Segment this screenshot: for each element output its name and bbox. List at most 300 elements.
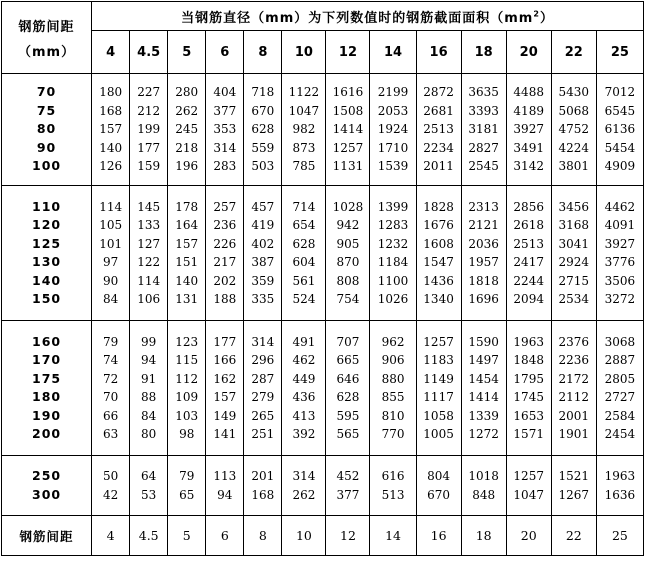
area-value: 4752 [558,122,590,137]
area-value: 2715 [558,273,590,288]
area-value: 79 [103,334,119,349]
area-value: 2513 [513,236,544,251]
area-value: 3272 [604,292,636,306]
area-value: 1696 [468,292,499,306]
area-value: 245 [175,122,199,137]
area-value: 3927 [604,236,636,251]
area-value: 115 [175,353,199,367]
area-value: 646 [336,371,360,386]
area-value: 770 [381,427,405,441]
area-value: 2172 [558,371,590,386]
area-value: 2872 [423,85,454,100]
spacing-value: 190 [32,407,62,423]
diameter-header-cell: 16 [416,31,461,74]
area-value: 1026 [377,292,409,306]
area-value: 199 [137,122,161,137]
area-cell [92,456,130,516]
area-value: 94 [141,353,157,367]
area-value: 157 [175,236,199,251]
spacing-value: 125 [32,235,62,251]
area-cell [506,456,551,516]
area-cell [130,321,168,456]
area-value: 126 [99,159,123,174]
table-title-main: 当钢筋直径（mm）为下列数值时的钢筋截面面积（mm [181,10,534,26]
area-value: 962 [381,334,405,349]
area-cell [416,456,461,516]
area-value: 262 [292,487,316,502]
area-value: 236 [213,218,237,232]
area-value: 513 [381,487,405,502]
area-value: 1828 [423,199,454,214]
diameter-header-cell: 10 [282,31,326,74]
area-value: 616 [381,469,405,483]
area-value: 855 [381,390,405,404]
area-value: 810 [381,408,405,423]
area-value: 880 [381,371,405,386]
area-value: 314 [213,140,237,155]
area-cell [596,321,643,456]
footer-diameter-cell: 20 [506,516,551,556]
area-value: 188 [213,292,237,306]
area-value: 1590 [468,334,499,349]
area-value: 296 [251,353,275,367]
spacing-value: 90 [36,139,57,155]
area-value: 2234 [423,140,454,155]
area-value: 628 [251,122,275,137]
table-body [2,74,644,516]
spacing-group-cell [2,456,92,516]
area-value: 177 [213,334,237,349]
table-title-end: ） [539,10,554,26]
footer-diameter-cell: 16 [416,516,461,556]
area-value: 314 [251,334,275,349]
area-value: 79 [179,469,195,483]
area-value: 4488 [513,85,544,100]
footer-diameter-cell: 10 [282,516,326,556]
area-value: 265 [251,408,275,423]
area-value: 1257 [332,140,364,155]
area-cell [92,74,130,186]
area-value: 1957 [468,255,499,269]
area-value: 1257 [513,469,544,483]
area-value: 1272 [468,427,499,441]
area-value: 4091 [604,218,636,232]
area-value: 1122 [288,85,320,100]
area-value: 3068 [604,334,636,349]
area-cell [551,456,596,516]
footer-diameter-cell: 4 [92,516,130,556]
area-value: 3181 [468,122,499,137]
area-value: 196 [175,159,199,174]
area-cell [461,74,506,186]
area-cell [206,321,244,456]
area-cell [244,186,282,321]
area-value: 159 [137,159,161,174]
area-value: 942 [336,218,360,232]
table-row [2,456,644,516]
area-value: 1183 [423,353,454,367]
diameter-header-cell: 12 [326,31,370,74]
area-cell [416,186,461,321]
area-value: 157 [99,122,123,137]
area-value: 157 [213,390,237,404]
corner-header-line2: （mm） [18,44,76,60]
area-cell [206,186,244,321]
footer-label: 钢筋间距 [2,516,92,556]
area-cell [244,456,282,516]
spacing-value: 300 [32,486,62,502]
area-value: 1005 [423,427,454,441]
area-value: 870 [336,255,360,269]
area-value: 2376 [558,334,590,349]
area-value: 66 [103,408,119,423]
area-value: 335 [251,292,275,306]
table-row [2,74,644,186]
area-value: 1539 [377,159,409,174]
area-value: 1616 [332,85,364,100]
area-value: 2036 [468,236,499,251]
area-value: 1131 [332,159,364,174]
rebar-area-table [1,1,644,556]
area-value: 1454 [468,371,499,386]
footer-row [2,516,644,556]
area-value: 1339 [468,408,499,423]
area-value: 113 [213,469,237,483]
area-value: 1414 [332,122,364,137]
footer-diameter-cell: 8 [244,516,282,556]
area-cell [461,456,506,516]
footer-diameter-cell: 12 [326,516,370,556]
area-value: 2618 [513,218,544,232]
area-value: 162 [213,371,237,386]
area-value: 2545 [468,159,499,174]
area-cell [551,321,596,456]
area-cell [326,456,370,516]
area-value: 123 [175,334,199,349]
spacing-value: 80 [36,121,57,137]
spacing-value: 100 [32,158,62,174]
area-value: 227 [137,85,161,100]
area-value: 201 [251,469,275,483]
area-value: 665 [336,353,360,367]
area-value: 80 [141,427,157,441]
area-value: 1653 [513,408,544,423]
spacing-value: 160 [32,333,62,349]
area-value: 65 [179,487,195,502]
area-value: 2681 [423,103,454,118]
area-value: 1436 [423,273,454,288]
area-value: 462 [292,353,316,367]
area-value: 1149 [423,371,454,386]
area-value: 1283 [377,218,409,232]
spacing-value: 110 [32,198,62,214]
diameter-header-cell: 14 [370,31,416,74]
area-value: 1100 [377,273,409,288]
area-value: 94 [217,487,233,502]
area-value: 164 [175,218,199,232]
area-value: 151 [175,255,199,269]
area-value: 91 [141,371,157,386]
area-value: 50 [103,469,119,483]
area-value: 279 [251,390,275,404]
area-value: 1047 [288,103,320,118]
area-value: 2727 [604,390,636,404]
area-value: 1710 [377,140,409,155]
area-cell [370,321,416,456]
area-cell [282,456,326,516]
area-value: 4189 [513,103,544,118]
area-cell [326,186,370,321]
area-value: 436 [292,390,316,404]
area-value: 873 [292,140,316,155]
footer-diameter-cell: 22 [551,516,596,556]
area-value: 64 [141,469,157,483]
area-value: 565 [336,427,360,441]
area-cell [370,74,416,186]
area-value: 785 [292,159,316,174]
area-value: 1963 [604,469,636,483]
diameter-header-cell: 6 [206,31,244,74]
area-value: 377 [336,487,360,502]
area-value: 1399 [377,199,409,214]
area-value: 2112 [558,390,590,404]
area-value: 714 [292,199,316,214]
area-value: 6136 [604,122,636,137]
area-value: 251 [251,427,275,441]
area-value: 88 [141,390,157,404]
table-title [92,2,644,31]
area-value: 5430 [558,85,590,100]
area-value: 628 [336,390,360,404]
spacing-value: 140 [32,272,62,288]
area-value: 1676 [423,218,454,232]
area-value: 140 [175,273,199,288]
area-value: 524 [292,292,316,306]
footer-diameter-cell: 25 [596,516,643,556]
area-value: 1047 [513,487,544,502]
area-value: 982 [292,122,316,137]
area-cell [282,74,326,186]
area-value: 1795 [513,371,544,386]
area-value: 42 [103,487,119,502]
area-value: 105 [99,218,123,232]
area-value: 491 [292,334,316,349]
footer-diameter-cell: 4.5 [130,516,168,556]
area-cell [596,74,643,186]
area-value: 906 [381,353,405,367]
area-value: 1608 [423,236,454,251]
area-value: 654 [292,218,316,232]
area-cell [282,321,326,456]
area-value: 178 [175,199,199,214]
area-cell [168,186,206,321]
area-cell [244,74,282,186]
footer-diameter-cell: 18 [461,516,506,556]
area-value: 1028 [332,199,364,214]
area-cell [168,74,206,186]
area-value: 2584 [604,408,636,423]
area-value: 3168 [558,218,590,232]
area-value: 149 [213,408,237,423]
area-value: 1340 [423,292,454,306]
corner-header [2,2,92,74]
area-cell [130,74,168,186]
area-value: 808 [336,273,360,288]
spacing-value: 130 [32,254,62,269]
diameter-header-cell: 5 [168,31,206,74]
area-value: 202 [213,273,237,288]
area-cell [130,456,168,516]
area-value: 226 [213,236,237,251]
spacing-value: 120 [32,217,62,232]
area-value: 314 [292,469,316,483]
area-value: 131 [175,292,199,306]
area-cell [596,186,643,321]
area-value: 1232 [377,236,409,251]
area-value: 74 [103,353,119,367]
area-value: 404 [213,85,237,100]
area-value: 84 [103,292,119,306]
area-value: 1571 [513,427,544,441]
area-value: 2454 [604,427,636,441]
area-value: 106 [137,292,161,306]
area-cell [130,186,168,321]
area-value: 109 [175,390,199,404]
area-value: 3456 [558,199,590,214]
area-value: 2827 [468,140,499,155]
area-value: 2011 [423,159,454,174]
spacing-group-cell [2,74,92,186]
area-value: 3927 [513,122,544,137]
area-cell [92,321,130,456]
area-value: 101 [99,236,123,251]
area-value: 1058 [423,408,454,423]
area-cell [506,186,551,321]
area-value: 1414 [468,390,499,404]
diameter-header-cell: 4.5 [130,31,168,74]
area-value: 217 [213,255,237,269]
area-value: 377 [213,103,237,118]
area-cell [461,321,506,456]
area-value: 7012 [604,85,636,100]
area-value: 2534 [558,292,590,306]
area-value: 1497 [468,353,499,367]
diameter-header-row [2,31,644,74]
area-value: 2805 [604,371,636,386]
spacing-value: 75 [36,102,57,118]
area-cell [596,456,643,516]
diameter-header-cell: 22 [551,31,596,74]
area-value: 2094 [513,292,544,306]
area-value: 168 [99,103,123,118]
area-cell [282,186,326,321]
area-value: 2001 [558,408,590,423]
area-value: 1267 [558,487,590,502]
area-value: 1636 [604,487,636,502]
area-value: 392 [292,427,316,441]
spacing-value: 150 [32,291,62,306]
spacing-group-cell [2,321,92,456]
area-value: 140 [99,140,123,155]
area-value: 1547 [423,255,454,269]
area-value: 2417 [513,255,544,269]
area-value: 848 [472,487,496,502]
area-cell [168,456,206,516]
area-cell [168,321,206,456]
corner-header-line1: 钢筋间距 [18,19,75,35]
spacing-value: 180 [32,389,62,404]
area-value: 2236 [558,353,590,367]
area-value: 114 [137,273,161,288]
area-value: 670 [427,487,451,502]
area-value: 280 [175,85,199,100]
area-value: 287 [251,371,275,386]
area-value: 70 [103,390,119,404]
area-value: 257 [213,199,237,214]
area-value: 112 [175,371,199,386]
area-value: 2513 [423,122,454,137]
area-cell [370,186,416,321]
area-cell [506,321,551,456]
area-value: 72 [103,371,119,386]
area-value: 387 [251,255,275,269]
area-value: 1901 [558,427,590,441]
diameter-header-cell: 20 [506,31,551,74]
area-value: 3506 [604,273,636,288]
area-value: 97 [103,255,119,269]
area-value: 114 [99,199,123,214]
spacing-value: 175 [32,370,62,386]
area-value: 3491 [513,140,544,155]
area-value: 1963 [513,334,544,349]
area-value: 4224 [558,140,590,155]
footer-diameter-cell: 14 [370,516,416,556]
area-value: 4462 [604,199,636,214]
area-value: 359 [251,273,275,288]
area-value: 3393 [468,103,499,118]
area-value: 628 [292,236,316,251]
area-value: 168 [251,487,275,502]
area-value: 707 [336,334,360,349]
area-value: 2053 [377,103,409,118]
area-cell [206,456,244,516]
area-cell [461,186,506,321]
area-value: 103 [175,408,199,423]
area-value: 754 [336,292,360,306]
area-value: 5068 [558,103,590,118]
area-value: 3801 [558,159,590,174]
area-value: 402 [251,236,275,251]
area-value: 1117 [423,390,454,404]
area-value: 133 [137,218,161,232]
area-value: 141 [213,427,237,441]
area-value: 3142 [513,159,544,174]
area-value: 457 [251,199,275,214]
area-value: 1521 [558,469,590,483]
diameter-header-cell: 8 [244,31,282,74]
area-value: 218 [175,140,199,155]
area-value: 561 [292,273,316,288]
diameter-header-cell: 4 [92,31,130,74]
area-cell [416,74,461,186]
spacing-value: 200 [32,426,62,441]
spacing-value: 170 [32,352,62,367]
area-cell [92,186,130,321]
spacing-value: 250 [32,468,62,483]
spacing-group-cell [2,186,92,321]
area-value: 595 [336,408,360,423]
area-value: 177 [137,140,161,155]
